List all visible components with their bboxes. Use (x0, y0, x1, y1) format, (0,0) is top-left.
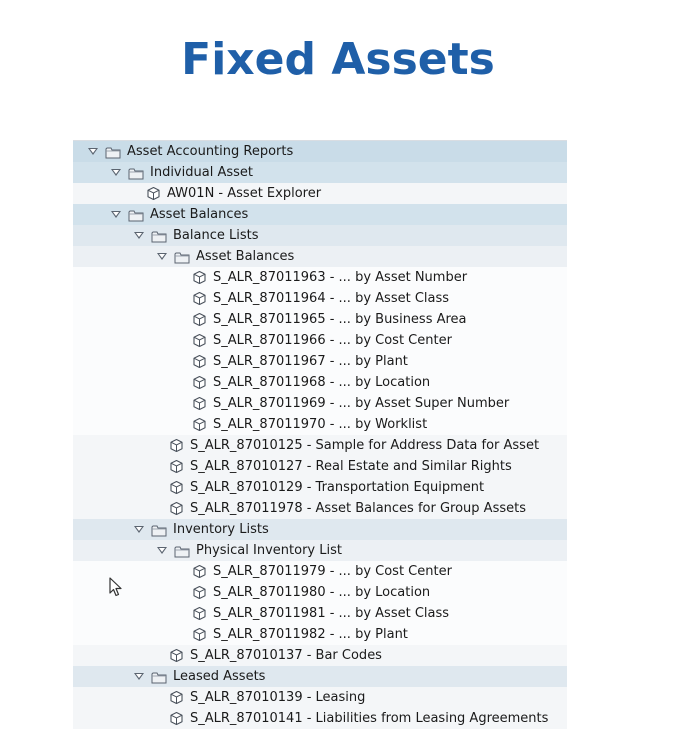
report-cube-icon (192, 333, 207, 348)
report-cube-icon (192, 354, 207, 369)
tree-item-label: Asset Accounting Reports (127, 144, 294, 159)
tree-item-label: S_ALR_87011970 - ... by Worklist (213, 417, 428, 432)
expand-triangle-icon[interactable] (156, 540, 168, 561)
expand-triangle-icon[interactable] (133, 225, 145, 246)
tree-report-row[interactable] (73, 330, 567, 351)
tree-item-label: S_ALR_87011982 - ... by Plant (213, 627, 408, 642)
tree-item-label: Leased Assets (173, 669, 266, 684)
tree-report-row[interactable] (73, 393, 567, 414)
tree-item-label: S_ALR_87011964 - ... by Asset Class (213, 291, 450, 306)
tree-item-label: Physical Inventory List (196, 543, 342, 558)
tree-report-row[interactable] (73, 498, 567, 519)
tree-folder-row[interactable] (73, 540, 567, 561)
expand-triangle-icon[interactable] (156, 246, 168, 267)
folder-icon (151, 523, 167, 536)
tree-item-label: S_ALR_87010127 - Real Estate and Similar Rights (190, 459, 512, 474)
report-cube-icon (146, 186, 161, 201)
tree-report-row[interactable] (73, 708, 567, 729)
tree-folder-row[interactable] (73, 519, 567, 540)
tree-report-row[interactable] (73, 414, 567, 435)
folder-icon (128, 208, 144, 221)
tree-report-row[interactable] (73, 435, 567, 456)
report-cube-icon (169, 459, 184, 474)
tree-report-row[interactable] (73, 456, 567, 477)
report-cube-icon (192, 312, 207, 327)
tree-report-row[interactable] (73, 183, 567, 204)
tree-item-label: S_ALR_87010137 - Bar Codes (190, 648, 382, 663)
tree-report-row[interactable] (73, 603, 567, 624)
folder-icon (174, 544, 190, 557)
report-cube-icon (169, 480, 184, 495)
report-cube-icon (169, 438, 184, 453)
folder-icon (151, 229, 167, 242)
tree-item-label: S_ALR_87011980 - ... by Location (213, 585, 431, 600)
tree-item-label: Inventory Lists (173, 522, 269, 537)
expand-triangle-icon[interactable] (133, 666, 145, 687)
page-title: Fixed Assets (181, 34, 495, 85)
report-cube-icon (192, 291, 207, 306)
tree-folder-row[interactable] (73, 162, 567, 183)
tree-item-label: S_ALR_87010125 - Sample for Address Data for Asset (190, 438, 540, 453)
tree-folder-row[interactable] (73, 666, 567, 687)
report-cube-icon (169, 648, 184, 663)
folder-icon (105, 145, 121, 158)
report-cube-icon (192, 417, 207, 432)
report-tree (73, 140, 567, 729)
tree-item-label: Individual Asset (150, 165, 253, 180)
mouse-cursor-icon (109, 577, 123, 597)
tree-item-label: Balance Lists (173, 228, 259, 243)
report-cube-icon (192, 375, 207, 390)
report-cube-icon (169, 501, 184, 516)
expand-triangle-icon[interactable] (87, 141, 99, 162)
tree-item-label: S_ALR_87011981 - ... by Asset Class (213, 606, 450, 621)
tree-item-label: S_ALR_87010139 - Leasing (190, 690, 366, 705)
folder-icon (128, 166, 144, 179)
report-cube-icon (192, 564, 207, 579)
tree-report-row[interactable] (73, 561, 567, 582)
tree-item-label: Asset Balances (150, 207, 249, 222)
report-cube-icon (192, 606, 207, 621)
tree-folder-row[interactable] (73, 141, 567, 162)
tree-item-label: S_ALR_87011967 - ... by Plant (213, 354, 408, 369)
tree-item-label: S_ALR_87011968 - ... by Location (213, 375, 431, 390)
tree-folder-row[interactable] (73, 225, 567, 246)
tree-report-row[interactable] (73, 288, 567, 309)
report-cube-icon (192, 270, 207, 285)
tree-item-label: S_ALR_87011966 - ... by Cost Center (213, 333, 452, 348)
tree-item-label: S_ALR_87011978 - Asset Balances for Group Assets (190, 501, 526, 516)
tree-item-label: S_ALR_87010141 - Liabilities from Leasing Agreements (190, 711, 549, 726)
tree-item-label: S_ALR_87011979 - ... by Cost Center (213, 564, 452, 579)
tree-report-row[interactable] (73, 624, 567, 645)
tree-folder-row[interactable] (73, 204, 567, 225)
tree-item-label: Asset Balances (196, 249, 295, 264)
report-cube-icon (192, 396, 207, 411)
tree-report-row[interactable] (73, 645, 567, 666)
expand-triangle-icon[interactable] (133, 519, 145, 540)
tree-item-label: S_ALR_87011965 - ... by Business Area (213, 312, 467, 327)
expand-triangle-icon[interactable] (110, 162, 122, 183)
report-cube-icon (192, 585, 207, 600)
tree-item-label: S_ALR_87011963 - ... by Asset Number (213, 270, 468, 285)
tree-folder-row[interactable] (73, 246, 567, 267)
expand-triangle-icon[interactable] (110, 204, 122, 225)
tree-item-label: S_ALR_87011969 - ... by Asset Super Number (213, 396, 510, 411)
tree-item-label: AW01N - Asset Explorer (167, 186, 322, 201)
report-cube-icon (169, 711, 184, 726)
tree-report-row[interactable] (73, 687, 567, 708)
tree-report-row[interactable] (73, 372, 567, 393)
tree-report-row[interactable] (73, 267, 567, 288)
folder-icon (151, 670, 167, 683)
report-cube-icon (192, 627, 207, 642)
report-cube-icon (169, 690, 184, 705)
tree-item-label: S_ALR_87010129 - Transportation Equipment (190, 480, 485, 495)
tree-report-row[interactable] (73, 582, 567, 603)
tree-report-row[interactable] (73, 477, 567, 498)
tree-report-row[interactable] (73, 309, 567, 330)
folder-icon (174, 250, 190, 263)
tree-report-row[interactable] (73, 351, 567, 372)
